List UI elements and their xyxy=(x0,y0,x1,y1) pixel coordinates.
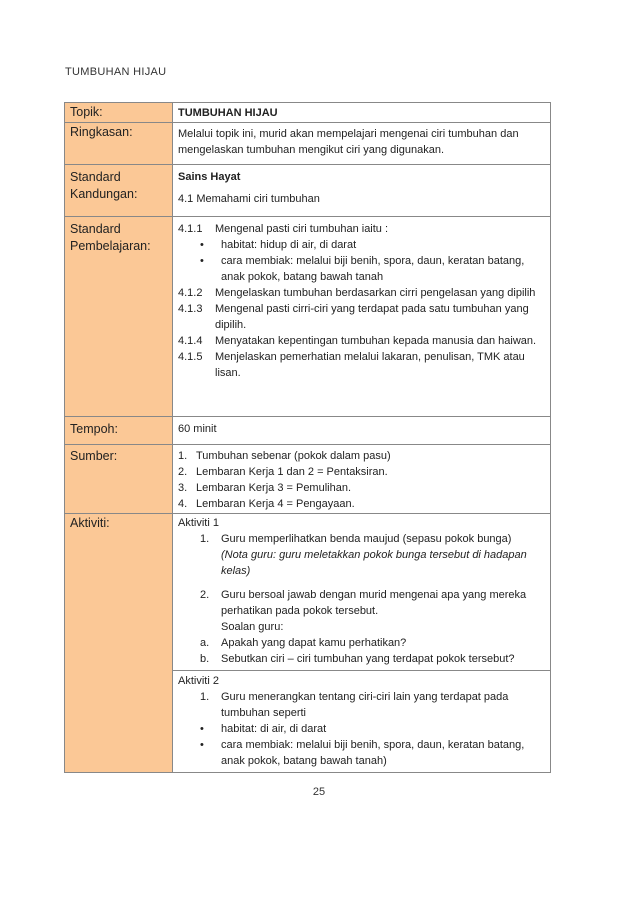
aktiviti-2-bullet: • cara membiak: melalui biji benih, spora, daun, keratan batang, anak pokok, batang bawah tanah) xyxy=(200,739,525,767)
value-ringkasan: Melalui topik ini, murid akan mempelajari mengenai ciri tumbuhan dan mengelaskan tumbuhan mengikut ciri yang digunakan. xyxy=(173,123,551,165)
sp-bullet: • cara membiak: melalui biji benih, spora, daun, keratan batang, anak pokok, batang bawah tanah xyxy=(200,255,525,283)
row-aktiviti-1 xyxy=(65,514,551,671)
aktiviti-1-title: Aktiviti 1 xyxy=(178,517,219,529)
label-standard-kandungan: Standard Kandungan: xyxy=(65,165,173,217)
value-standard-pembelajaran xyxy=(173,217,551,417)
label-standard-pembelajaran: Standard Pembelajaran: xyxy=(65,217,173,417)
aktiviti-1-step: 2. Guru bersoal jawab dengan murid mengenai apa yang mereka perhatikan pada pokok tersebut. xyxy=(200,589,527,617)
lesson-plan-table xyxy=(64,102,551,773)
aktiviti-2-title: Aktiviti 2 xyxy=(178,675,219,687)
label-sumber: Sumber: xyxy=(65,445,173,514)
value-standard-kandungan xyxy=(173,165,551,217)
row-standard-pembelajaran xyxy=(65,217,551,417)
aktiviti-1-question: b. Sebutkan ciri – ciri tumbuhan yang terdapat pokok tersebut? xyxy=(200,653,515,665)
value-tempoh: 60 minit xyxy=(173,417,551,445)
value-sumber xyxy=(173,445,551,514)
value-aktiviti-2 xyxy=(173,671,551,773)
value-topik: TUMBUHAN HIJAU xyxy=(173,103,551,123)
sp-item: 4.1.5 Menjelaskan pemerhatian melalui lakaran, penulisan, TMK atau lisan. xyxy=(178,351,525,379)
sumber-item: 4. Lembaran Kerja 4 = Pengayaan. xyxy=(178,498,355,510)
sp-item: 4.1.2 Mengelaskan tumbuhan berdasarkan cirri pengelasan yang dipilih xyxy=(178,287,536,299)
sp-bullet: • habitat: hidup di air, di darat xyxy=(200,239,357,251)
sumber-item: 2. Lembaran Kerja 1 dan 2 = Pentaksiran. xyxy=(178,466,388,478)
row-sumber xyxy=(65,445,551,514)
row-tempoh xyxy=(65,417,551,445)
sumber-item: 1. Tumbuhan sebenar (pokok dalam pasu) xyxy=(178,450,391,462)
aktiviti-1-note: (Nota guru: guru meletakkan pokok bunga tersebut di hadapan kelas) xyxy=(221,549,527,577)
aktiviti-2-bullet: • habitat: di air, di darat xyxy=(200,723,327,735)
sp-item: 4.1.1 Mengenal pasti ciri tumbuhan iaitu : xyxy=(178,223,389,235)
value-aktiviti-1 xyxy=(173,514,551,671)
standard-kandungan-item: 4.1 Memahami ciri tumbuhan xyxy=(178,193,320,205)
sumber-item: 3. Lembaran Kerja 3 = Pemulihan. xyxy=(178,482,352,494)
label-ringkasan: Ringkasan: xyxy=(65,123,173,165)
aktiviti-1-step: 1. Guru memperlihatkan benda maujud (sepasu pokok bunga) xyxy=(200,533,512,545)
label-topik: Topik: xyxy=(65,103,173,123)
label-tempoh: Tempoh: xyxy=(65,417,173,445)
sp-item: 4.1.4 Menyatakan kepentingan tumbuhan kepada manusia dan haiwan. xyxy=(178,335,537,347)
aktiviti-2-step: 1. Guru menerangkan tentang ciri-ciri lain yang terdapat pada tumbuhan seperti xyxy=(200,691,509,719)
label-aktiviti: Aktiviti: xyxy=(65,514,173,773)
standard-kandungan-heading: Sains Hayat xyxy=(178,171,241,183)
sp-item: 4.1.3 Mengenal pasti cirri-ciri yang terdapat pada satu tumbuhan yang dipilih. xyxy=(178,303,529,331)
row-topik xyxy=(65,103,551,123)
page-header-title: TUMBUHAN HIJAU xyxy=(65,66,167,78)
aktiviti-1-question: a. Apakah yang dapat kamu perhatikan? xyxy=(200,637,407,649)
aktiviti-1-subtitle: Soalan guru: xyxy=(221,621,284,633)
row-ringkasan xyxy=(65,123,551,165)
page-number: 25 xyxy=(312,786,326,798)
row-standard-kandungan xyxy=(65,165,551,217)
